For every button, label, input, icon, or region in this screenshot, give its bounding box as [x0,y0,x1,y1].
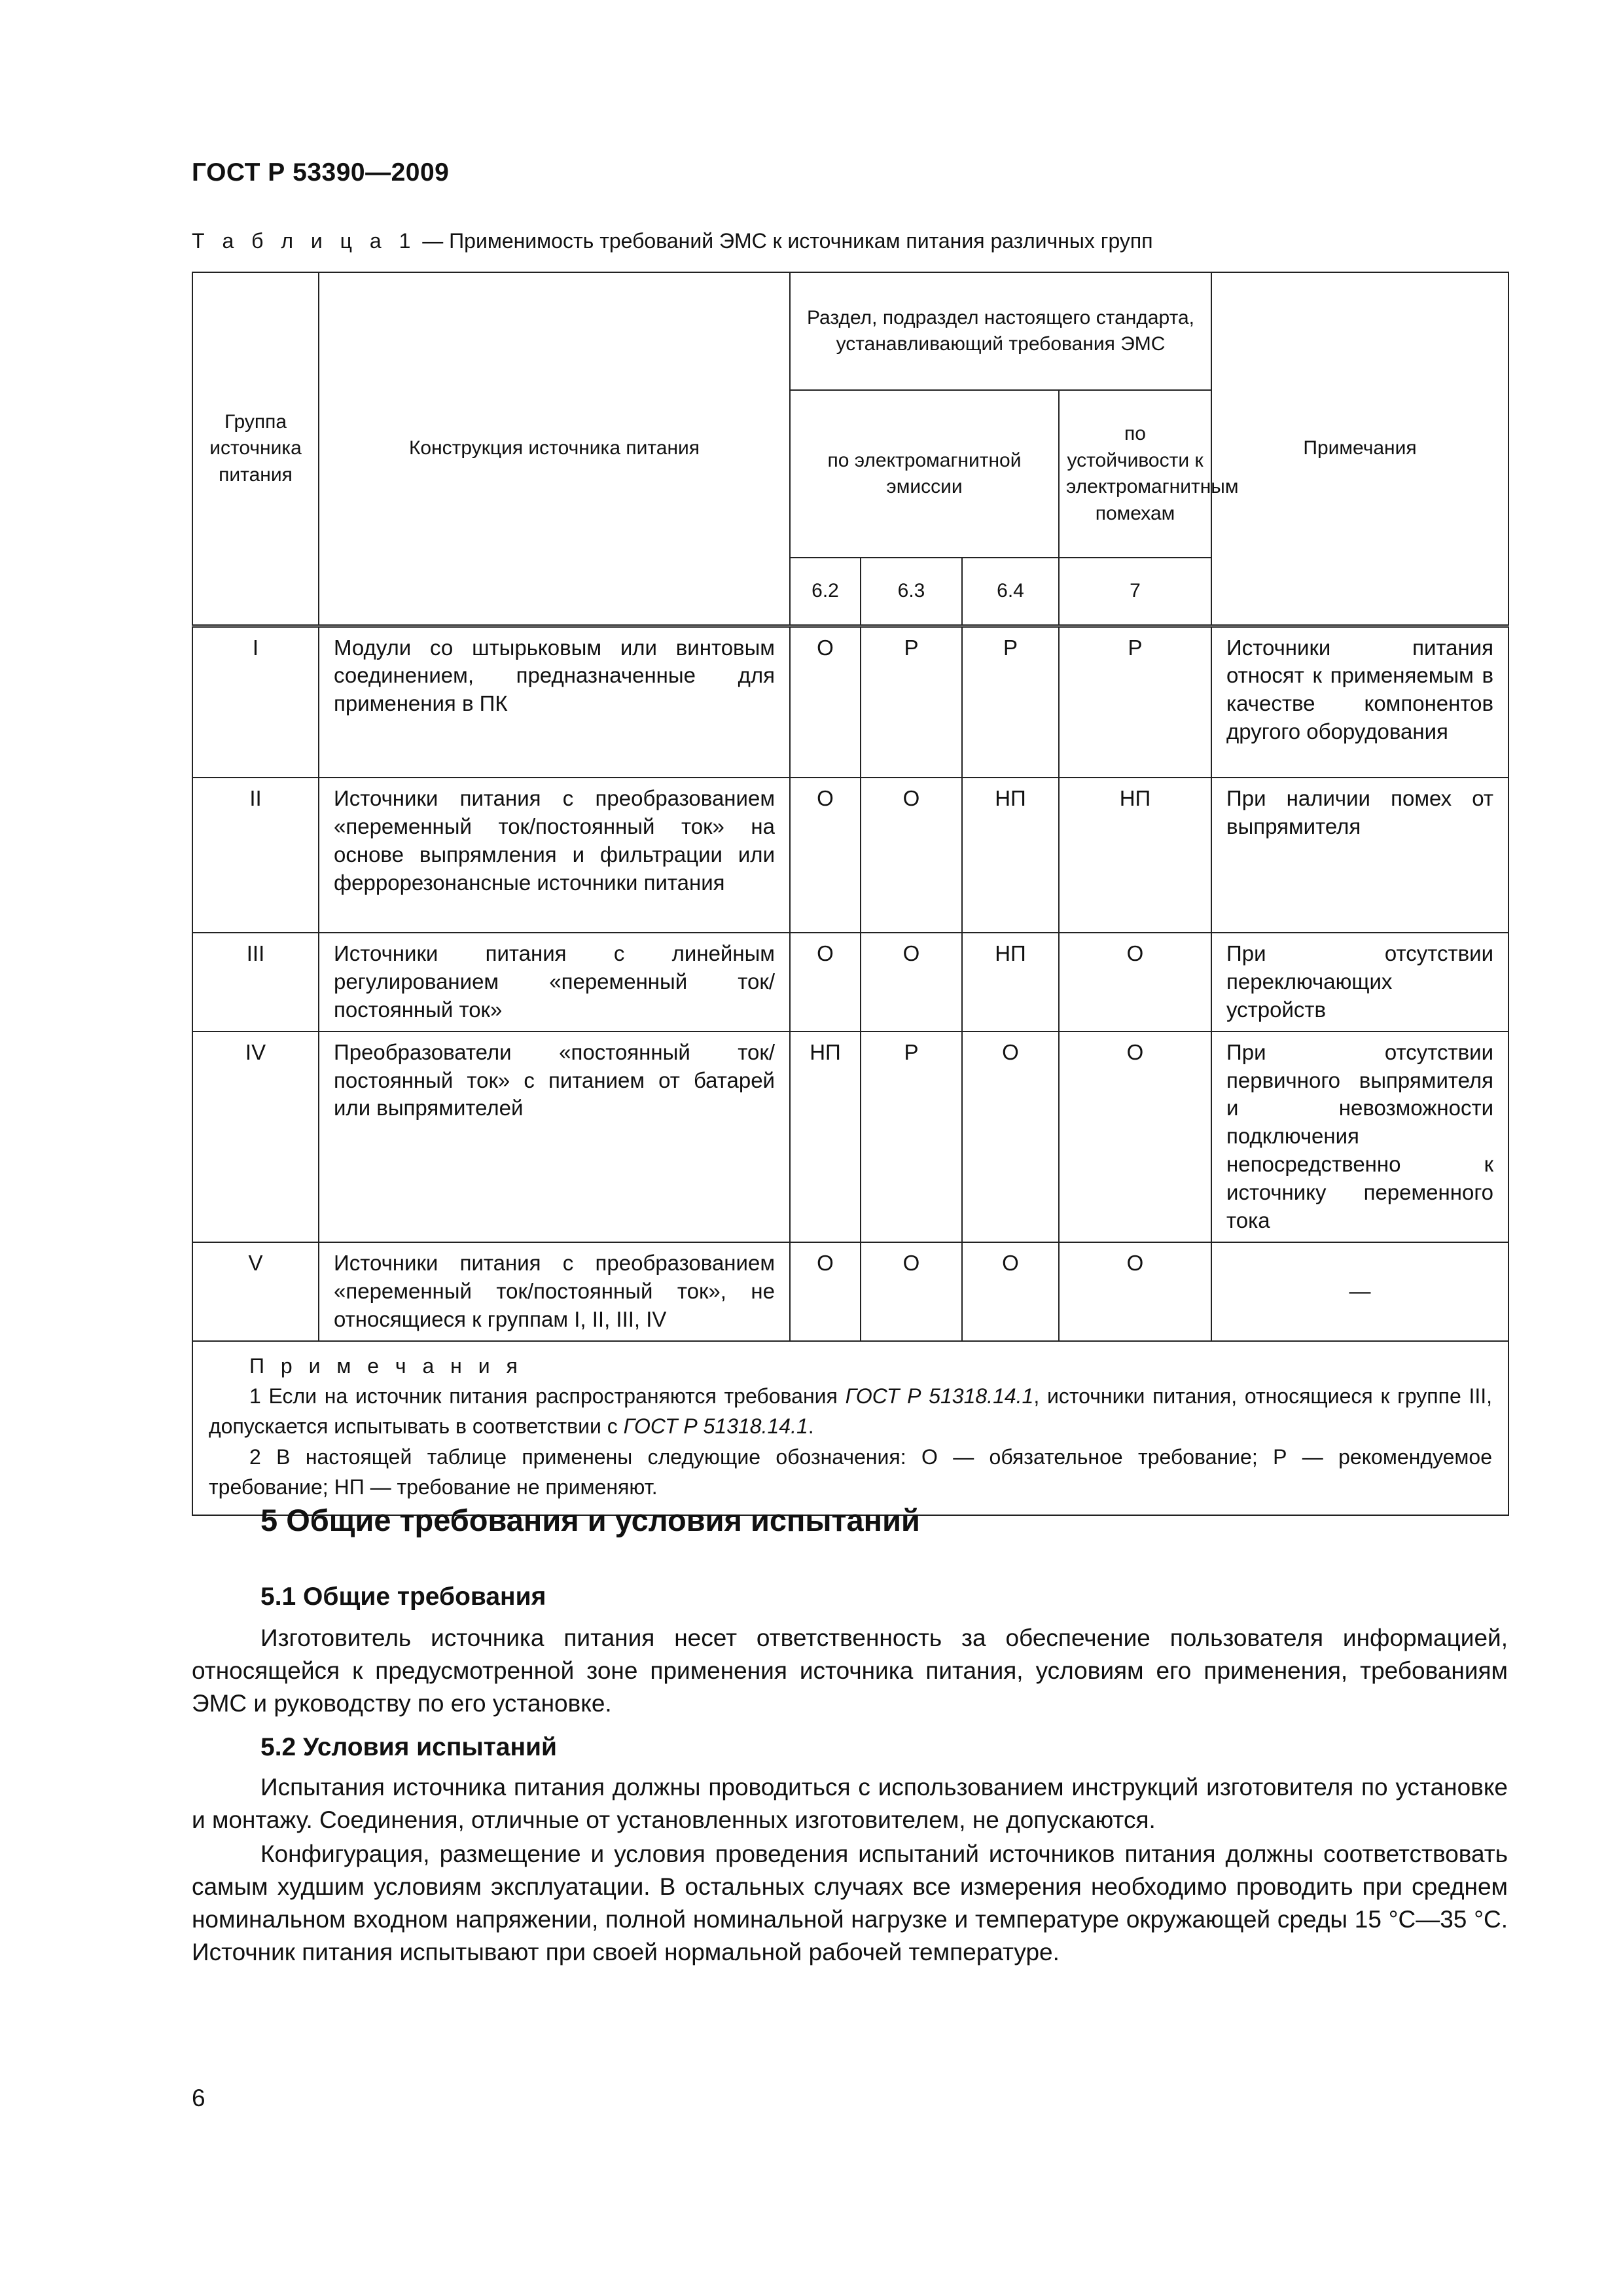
row-value-6-3: Р [861,1031,962,1242]
row-construction: Источники питания с линейным регулированием «переменный ток/постоянный ток» [319,933,790,1031]
header-col-6-4: 6.4 [962,558,1059,626]
row-construction: Источники питания с преобразованием «переменный ток/постоянный ток», не относящиеся к группам I, II, III, IV [319,1242,790,1341]
table-caption-text: — Применимость требований ЭМС к источникам питания различных групп [416,229,1153,253]
subsection-5-1-text: Изготовитель источника питания несет ответственность за обеспечение пользователя информацией, относящейся к предусмотренной зоне применения источника питания, условиям его применения, требованиям ЭМС и руководству по его установке. [192,1624,1508,1717]
row-value-7: НП [1059,778,1211,933]
header-col-7: 7 [1059,558,1211,626]
row-value-6-2: О [790,626,861,778]
row-group: II [192,778,319,933]
row-construction: Модули со штырьковым или винтовым соединением, предназначенные для применения в ПК [319,626,790,778]
row-value-6-3: О [861,1242,962,1341]
row-value-6-4: Р [962,626,1059,778]
table-row [192,1031,1508,1242]
section-5-title: 5 Общие требования и условия испытаний [260,1503,920,1537]
table-notes-row [192,1341,1508,1515]
row-value-7: О [1059,933,1211,1031]
table-row [192,933,1508,1031]
row-note: При отсутствии переключающих устройств [1211,933,1508,1031]
notes-title: П р и м е ч а н и я [249,1354,523,1378]
row-note: При наличии помех от выпрямителя [1211,778,1508,933]
row-construction: Преобразователи «постоянный ток/постоянный ток» с питанием от батарей или выпрямителей [319,1031,790,1242]
note-1-text-a: 1 Если на источник питания распространяются требования [249,1384,846,1408]
header-emission: по электромагнитной эмиссии [790,390,1059,558]
row-value-6-2: О [790,1242,861,1341]
row-group: III [192,933,319,1031]
header-group: Группа источника питания [192,272,319,626]
note-1 [209,1381,1492,1442]
row-value-7: О [1059,1031,1211,1242]
page-number: 6 [192,2085,205,2111]
note-1-text-b: , источники питания, относящиеся к группе III, допускается испытывать в соответствии с [209,1384,1493,1439]
note-1-reference-a: ГОСТ Р 51318.14.1 [845,1384,1034,1408]
row-value-6-3: О [861,933,962,1031]
row-group: I [192,626,319,778]
header-construction: Конструкция источника питания [319,272,790,626]
row-group: V [192,1242,319,1341]
row-value-6-4: НП [962,933,1059,1031]
row-value-6-2: О [790,778,861,933]
row-construction: Источники питания с преобразованием «переменный ток/постоянный ток» на основе выпрямления и фильтрации или феррорезонансные источники питания [319,778,790,933]
document-code: ГОСТ Р 53390—2009 [192,158,450,187]
header-notes: Примечания [1211,272,1508,626]
row-value-6-2: О [790,933,861,1031]
row-value-6-4: НП [962,778,1059,933]
row-note: При отсутствии первичного выпрямителя и невозможности подключения непосредственно к источнику переменного тока [1211,1031,1508,1242]
applicability-table [192,272,1509,1516]
row-value-6-3: Р [861,626,962,778]
header-section: Раздел, подраздел настоящего стандарта, устанавливающий требования ЭМС [790,272,1211,390]
row-value-7: Р [1059,626,1211,778]
row-note: Источники питания относят к применяемым в качестве компонентов другого оборудования [1211,626,1508,778]
subsection-5-2-paragraph-2: Конфигурация, размещение и условия проведения испытаний источников питания должны соответствовать самым худшим условиям эксплуатации. В остальных случаях все измерения необходимо проводить при среднем номинальном входном напряжении, полной номинальной нагрузке и температуре окружающей среды 15 °С—35 °С. Источник питания испытывают при своей нормальной рабочей температуре. [192,1840,1508,1965]
note-1-reference-b: ГОСТ Р 51318.14.1 [623,1414,808,1439]
subsection-5-2-title: 5.2 Условия испытаний [260,1733,557,1761]
row-value-6-3: О [861,778,962,933]
row-value-7: О [1059,1242,1211,1341]
table-notes [192,1341,1508,1515]
note-1-text-c: . [808,1414,814,1439]
subsection-5-2-paragraph-1: Испытания источника питания должны проводиться с использованием инструкций изготовителя по установке и монтажу. Соединения, отличные от установленных изготовителем, не допускаются. [192,1774,1508,1833]
header-col-6-2: 6.2 [790,558,861,626]
table-row [192,1242,1508,1341]
table-row [192,778,1508,933]
table-caption [192,229,1153,253]
table-row [192,626,1508,778]
note-2: 2 В настоящей таблице применены следующие обозначения: О — обязательное требование; Р — рекомендуемое требование; НП — требование не применяют. [209,1444,1493,1499]
header-immunity: по устойчивости к электромагнитным помехам [1059,390,1211,558]
row-value-6-4: О [962,1031,1059,1242]
header-col-6-3: 6.3 [861,558,962,626]
row-value-6-2: НП [790,1031,861,1242]
row-note: — [1211,1242,1508,1341]
table-caption-label: Т а б л и ц а 1 [192,229,417,253]
row-value-6-4: О [962,1242,1059,1341]
row-group: IV [192,1031,319,1242]
subsection-5-1-title: 5.1 Общие требования [260,1583,546,1611]
